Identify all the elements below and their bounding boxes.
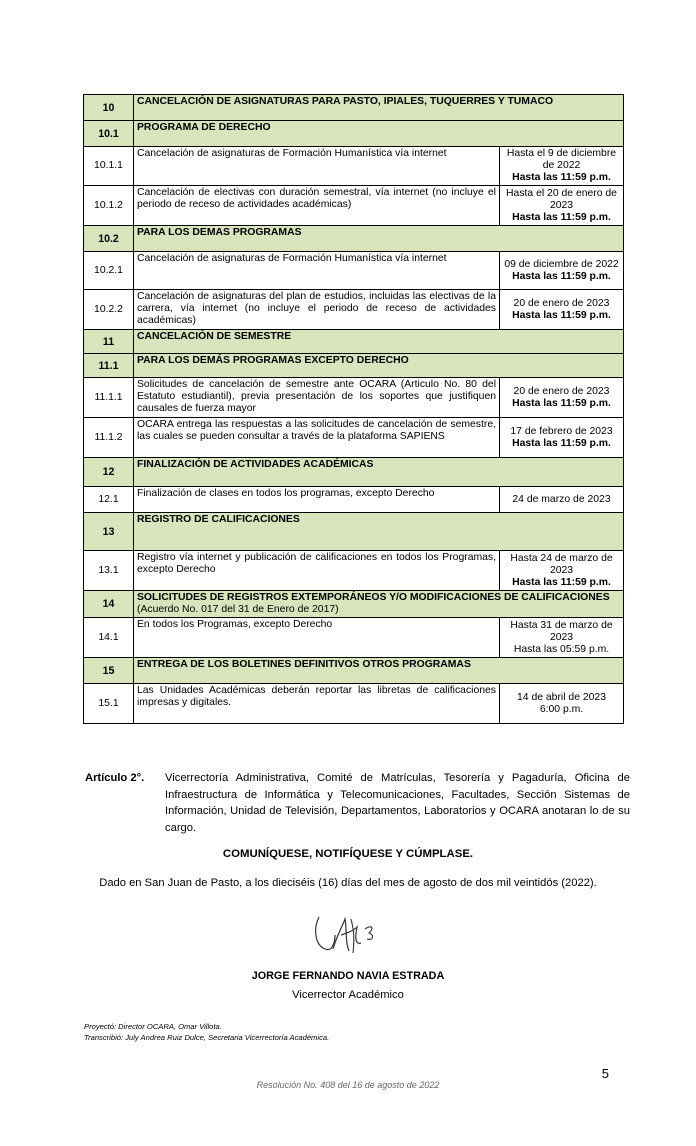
section-number: 15 — [84, 658, 134, 684]
item-number: 11.1.2 — [84, 418, 134, 458]
handwritten-signature — [305, 905, 385, 965]
item-date-cell — [500, 487, 624, 513]
section-title-cell — [134, 591, 624, 618]
item-date: 20 de enero de 2023 — [513, 297, 610, 309]
item-date-cell — [500, 252, 624, 290]
section-title: PARA LOS DEMAS PROGRAMAS — [137, 227, 302, 238]
item-date: 17 de febrero de 2023 — [510, 425, 613, 437]
table-row — [84, 290, 624, 330]
table-row — [84, 551, 624, 591]
item-number: 10.2.2 — [84, 290, 134, 330]
item-description: Solicitudes de cancelación de semestre ante OCARA (Articulo No. 80 del Estatuto estudiantil), previa presentación de los soportes que justifiquen causales de fuerza mayor — [134, 378, 500, 418]
dado-en-text: Dado en San Juan de Pasto, a los dieciséis (16) días del mes de agosto de dos mil veintidós (2022). — [99, 877, 597, 889]
comuniquese-heading: COMUNÍQUESE, NOTIFÍQUESE Y CÚMPLASE. — [222, 848, 474, 860]
section-title: FINALIZACIÓN DE ACTIVIDADES ACADÉMICAS — [137, 459, 374, 470]
item-number: 10.2.1 — [84, 252, 134, 290]
item-number: 12.1 — [84, 487, 134, 513]
section-title: CANCELACIÓN DE SEMESTRE — [137, 331, 292, 342]
item-date-cell — [500, 186, 624, 226]
item-time: Hasta las 05:59 p.m. — [513, 643, 610, 655]
item-number: 15.1 — [84, 684, 134, 724]
item-date-cell — [500, 618, 624, 658]
articulo-2 — [85, 770, 630, 836]
section-title: PARA LOS DEMÁS PROGRAMAS EXCEPTO DERECHO — [137, 355, 409, 366]
table-row — [84, 147, 624, 186]
table-row — [84, 378, 624, 418]
section-row — [84, 121, 624, 147]
schedule-table — [83, 94, 624, 724]
section-row — [84, 591, 624, 618]
section-number: 12 — [84, 458, 134, 487]
section-title-cell — [134, 354, 624, 378]
articulo-label: Artículo 2°. — [85, 772, 145, 784]
table-row — [84, 418, 624, 458]
item-time: 6:00 p.m. — [539, 703, 584, 715]
item-number: 10.1.2 — [84, 186, 134, 226]
footer-numero: 408 — [320, 1080, 336, 1090]
section-row — [84, 226, 624, 252]
item-date: 24 de marzo de 2023 — [512, 493, 611, 505]
page-number: 5 — [601, 1066, 609, 1081]
section-title: ENTREGA DE LOS BOLETINES DEFINITIVOS OTROS PROGRAMAS — [137, 659, 471, 670]
item-time: Hasta las 11:59 p.m. — [512, 172, 611, 183]
item-description: Cancelación de asignaturas de Formación Humanística vía internet — [134, 252, 500, 290]
section-number: 11.1 — [84, 354, 134, 378]
item-date-cell — [500, 378, 624, 418]
schedule-table-body — [84, 95, 624, 724]
section-title-cell — [134, 95, 624, 121]
item-date: Hasta el 20 de enero de 2023 — [506, 187, 617, 211]
table-row — [84, 684, 624, 724]
section-title-cell — [134, 658, 624, 684]
item-number: 14.1 — [84, 618, 134, 658]
item-date: 20 de enero de 2023 — [513, 385, 610, 397]
item-description: En todos los Programas, excepto Derecho — [134, 618, 500, 658]
section-title-cell — [134, 121, 624, 147]
item-date: Hasta 24 de marzo de 2023 — [510, 552, 613, 576]
item-date-cell — [500, 684, 624, 724]
item-number: 13.1 — [84, 551, 134, 591]
item-date: Hasta 31 de marzo de 2023 — [510, 619, 613, 643]
proyecto-credit: Proyectó: Director OCARA, Omar Villota. — [84, 1022, 222, 1031]
resolution-footer — [0, 1080, 696, 1090]
item-number: 11.1.1 — [84, 378, 134, 418]
item-date: Hasta el 9 de diciembre de 2022 — [506, 148, 617, 171]
item-date: 09 de diciembre de 2022 — [504, 258, 619, 270]
item-date: 14 de abril de 2023 — [517, 691, 606, 703]
section-row — [84, 95, 624, 121]
item-description: Registro vía internet y publicación de calificaciones en todos los Programas, excepto Derecho — [134, 551, 500, 591]
section-row — [84, 458, 624, 487]
section-title: CANCELACIÓN DE ASIGNATURAS PARA PASTO, IPIALES, TUQUERRES Y TUMACO — [137, 96, 554, 107]
section-title-cell — [134, 513, 624, 551]
footer-fecha: del 16 de agosto de 2022 — [337, 1080, 440, 1090]
section-subtitle: (Acuerdo No. 017 del 31 de Enero de 2017) — [137, 604, 339, 615]
item-time: Hasta las 11:59 p.m. — [512, 437, 611, 449]
section-row — [84, 330, 624, 354]
articulo-text: Vicerrectoría Administrativa, Comité de Matrículas, Tesorería y Pagaduría, Oficina de Infraestructura de Informática y Telecomunicaciones, Facultades, Sección Sistemas de Información, Unidad de Televisión, Departamentos, Laboratorios y OCARA anotaran lo de su cargo. — [165, 772, 630, 834]
item-description: Finalización de clases en todos los programas, excepto Derecho — [134, 487, 500, 513]
item-time: Hasta las 11:59 p.m. — [512, 211, 611, 223]
item-date-cell — [500, 147, 624, 186]
section-row — [84, 658, 624, 684]
section-number: 14 — [84, 591, 134, 618]
item-time: Hasta las 11:59 p.m. — [512, 309, 611, 321]
signer-role: Vicerrector Académico — [292, 989, 404, 1001]
section-row — [84, 354, 624, 378]
section-title-cell — [134, 330, 624, 354]
item-time: Hasta las 11:59 p.m. — [512, 576, 611, 588]
item-date-cell — [500, 418, 624, 458]
section-title-cell — [134, 226, 624, 252]
item-date-cell — [500, 290, 624, 330]
item-date-cell — [500, 551, 624, 591]
footer-resolucion: Resolución No. — [256, 1080, 318, 1090]
section-number: 10 — [84, 95, 134, 121]
item-description: Cancelación de asignaturas de Formación Humanística vía internet — [134, 147, 500, 186]
transcribio-credit: Transcribió: July Andrea Ruiz Dulce, Secretaria Vicerrectoría Académica. — [84, 1033, 330, 1042]
item-number: 10.1.1 — [84, 147, 134, 186]
signer-name: JORGE FERNANDO NAVIA ESTRADA — [251, 970, 445, 982]
item-description: OCARA entrega las respuestas a las solicitudes de cancelación de semestre, las cuales se pueden consultar a través de la plataforma SAPIENS — [134, 418, 500, 458]
item-time: Hasta las 11:59 p.m. — [512, 270, 611, 282]
item-description: Cancelación de asignaturas del plan de estudios, incluidas las electivas de la carrera, vía internet (no incluye el periodo de receso de actividades académicas) — [134, 290, 500, 330]
section-row — [84, 513, 624, 551]
section-title: REGISTRO DE CALIFICACIONES — [137, 514, 300, 525]
section-number: 13 — [84, 513, 134, 551]
table-row — [84, 252, 624, 290]
item-description: Cancelación de electivas con duración semestral, vía internet (no incluye el periodo de receso de actividades académicas) — [134, 186, 500, 226]
section-number: 10.1 — [84, 121, 134, 147]
item-description: Las Unidades Académicas deberán reportar las libretas de calificaciones impresas y digitales. — [134, 684, 500, 724]
section-title-cell — [134, 458, 624, 487]
table-row — [84, 186, 624, 226]
table-row — [84, 487, 624, 513]
section-title: PROGRAMA DE DERECHO — [137, 122, 271, 133]
item-time: Hasta las 11:59 p.m. — [512, 397, 611, 409]
section-title: SOLICITUDES DE REGISTROS EXTEMPORÁNEOS Y/O MODIFICACIONES DE CALIFICACIONES — [137, 592, 610, 603]
section-number: 11 — [84, 330, 134, 354]
section-number: 10.2 — [84, 226, 134, 252]
table-row — [84, 618, 624, 658]
credits — [84, 1021, 329, 1043]
